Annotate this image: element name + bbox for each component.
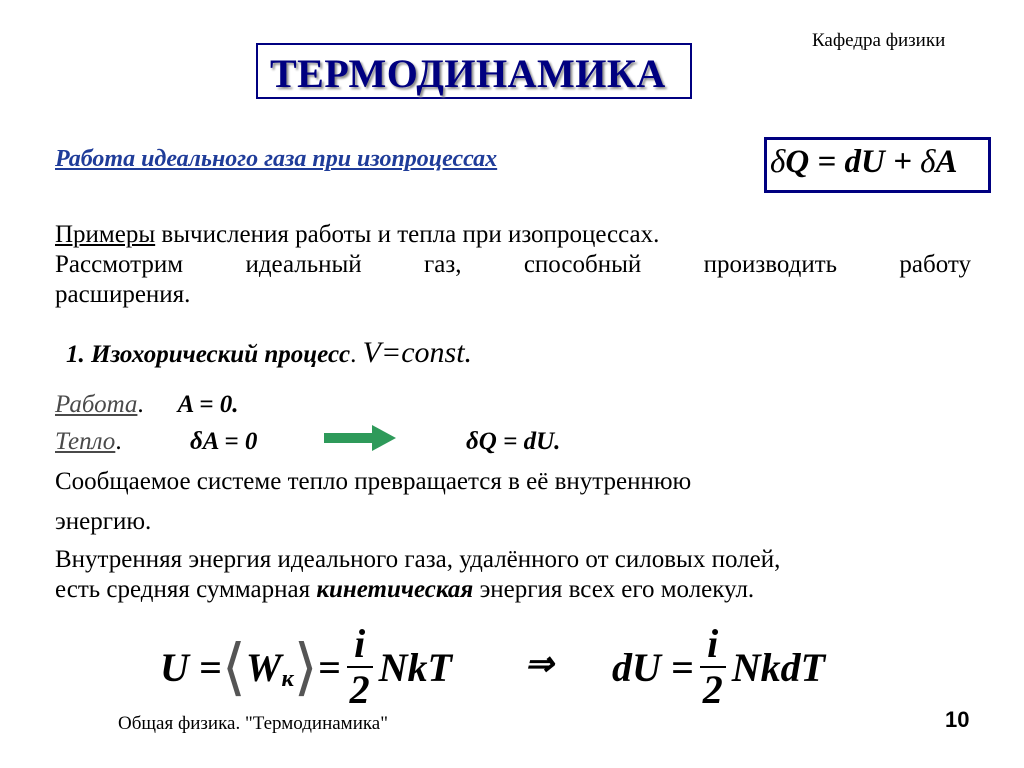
fraction-numerator: i [354, 621, 366, 666]
energy-line-1: Внутренняя энергия идеального газа, удалённого от силовых полей, [55, 546, 781, 573]
heat-value-delta-q: δQ = dU. [466, 428, 561, 455]
heat-description-line-2: энергию. [55, 508, 152, 535]
work-line [55, 391, 238, 419]
slide-subtitle: Работа идеального газа при изопроцессах [55, 146, 498, 172]
differential-energy-equation [612, 617, 825, 717]
formula-q: Q = [785, 144, 845, 180]
examples-word: Примеры [55, 221, 156, 248]
first-law-formula [770, 144, 957, 181]
eq-w: W [245, 644, 282, 690]
energy-line-2 [55, 575, 754, 605]
kinetic-word: кинетическая [316, 576, 474, 603]
fraction-i-over-2 [347, 622, 373, 712]
delta-symbol: δ [920, 144, 936, 180]
eq-equals: = [317, 644, 341, 690]
intro-line-2: Рассмотрим идеальный газ, способный производить работу [55, 251, 971, 278]
heat-line [55, 428, 122, 456]
implies-arrow-icon: ⇒ [525, 646, 554, 683]
fraction-numerator: i [707, 621, 719, 666]
footer-course: Общая физика. "Термодинамика" [118, 713, 388, 734]
eq-nkt: NkT [378, 644, 452, 690]
energy-line-2-end: энергия всех его молекул. [473, 576, 755, 603]
fraction-denominator: 2 [702, 667, 723, 712]
work-value: A = 0. [177, 391, 239, 418]
work-label: Работа [55, 391, 138, 418]
slide-title: ТЕРМОДИНАМИКА [270, 51, 666, 96]
formula-a: A [935, 144, 958, 180]
internal-energy-equation [160, 617, 452, 717]
heat-dot: . [115, 428, 122, 455]
formula-du: dU + [844, 144, 921, 180]
right-arrow-icon [324, 423, 398, 458]
energy-line-2-start: есть средняя суммарная [55, 576, 317, 603]
section-heading [66, 336, 472, 370]
eq-du: dU = [612, 644, 694, 690]
work-dot: . [137, 391, 144, 418]
eq-u: U = [160, 644, 222, 690]
fraction-i-over-2 [700, 622, 726, 712]
section-condition: V=const. [362, 336, 473, 369]
intro-line-1 [55, 220, 659, 250]
heat-description-line-1: Сообщаемое системе тепло превращается в её внутреннюю [55, 468, 692, 495]
intro-line-3: расширения. [55, 281, 191, 308]
eq-nkdt: NkdT [731, 644, 826, 690]
right-angle-bracket-icon: ⟩ [293, 630, 318, 703]
section-dot: . [350, 341, 363, 368]
heat-label: Тепло [55, 428, 116, 455]
eq-w-subscript: к [281, 665, 294, 692]
section-title: 1. Изохорический процесс [66, 341, 351, 368]
intro-line-1-rest: вычисления работы и тепла при изопроцессах. [155, 221, 660, 248]
delta-symbol: δ [770, 144, 786, 180]
page-number: 10 [945, 707, 970, 732]
fraction-denominator: 2 [349, 667, 370, 712]
left-angle-bracket-icon: ⟨ [221, 630, 246, 703]
department-label: Кафедра физики [812, 30, 946, 51]
heat-value-delta-a: δA = 0 [190, 428, 258, 455]
